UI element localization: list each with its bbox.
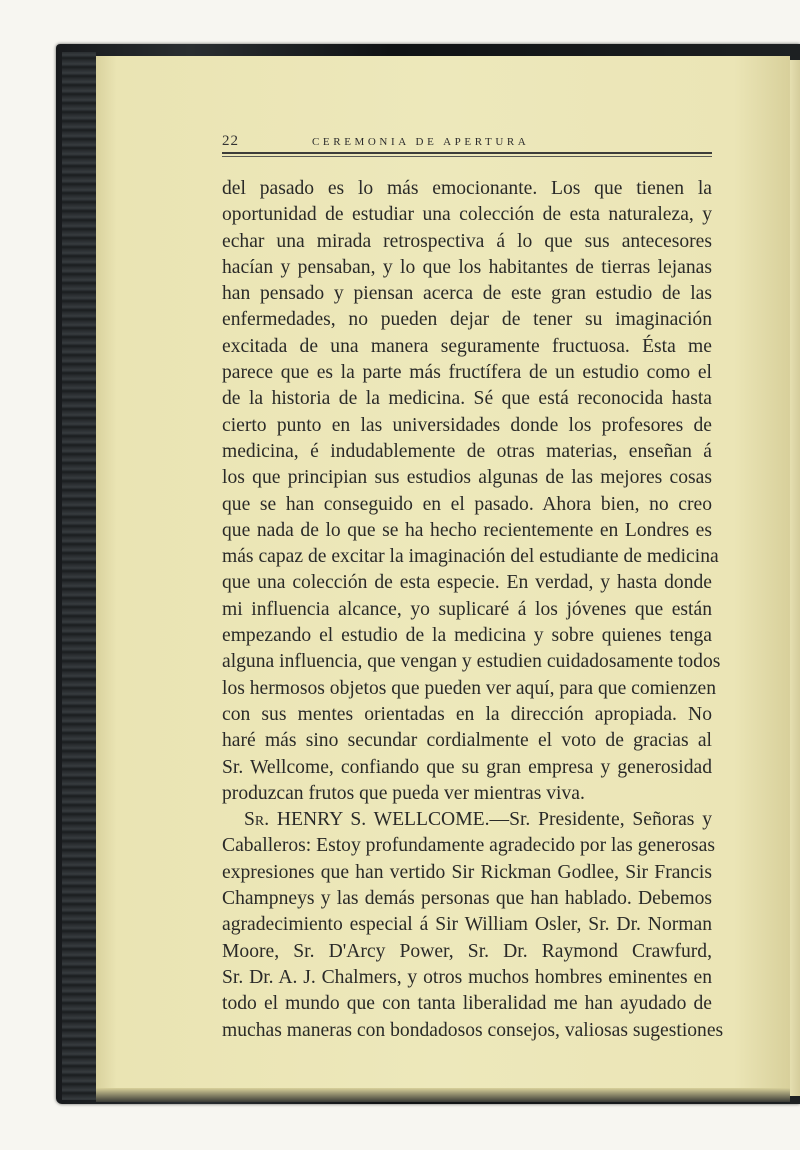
text-line: los hermosos objetos que pueden ver aquí, para que comienzen (222, 677, 717, 699)
text-line: medicina, é indudablemente de otras materias, enseñan á (222, 440, 712, 462)
text-line: agradecimiento especial á Sir William Osler, Sr. Dr. Norman (222, 914, 712, 936)
text-line: haré más sino secundar cordialmente el voto de gracias al (222, 730, 712, 752)
text-line: que se han conseguido en el pasado. Ahora bien, no creo (222, 493, 712, 515)
text-line: empezando el estudio de la medicina y sobre quienes tenga (222, 625, 712, 647)
text-line: todo el mundo que con tanta liberalidad me han ayudado de (222, 993, 712, 1015)
text-line: Champneys y las demás personas que han hablado. Debemos (222, 888, 712, 910)
text-line: alguna influencia, que vengan y estudien cuidadosamente todos (222, 651, 721, 673)
text-line: han pensado y piensan acerca de este gran estudio de las (222, 283, 712, 305)
header-rule (222, 152, 712, 154)
text-line: los que principian sus estudios algunas de las mejores cosas (222, 467, 712, 489)
text-line: que nada de lo que se ha hecho recientemente en Londres es (222, 519, 712, 541)
text-line: muchas maneras con bondadosos consejos, valiosas sugestiones (222, 1019, 724, 1041)
text-line: que una colección de esta especie. En verdad, y hasta donde (222, 572, 712, 594)
text-line: más capaz de excitar la imaginación del estudiante de medicina (222, 546, 719, 568)
binding-edge (62, 52, 96, 1100)
page-number: 22 (222, 133, 239, 149)
header-rule-thin (222, 156, 712, 157)
text-line: hacían y pensaban, y lo que los habitantes de tierras lejanas (222, 256, 712, 278)
speaker-line (222, 807, 712, 833)
text-line: parece que es la parte más fructífera de un estudio como el (222, 362, 712, 384)
text-line: produzcan frutos que pueda ver mientras viva. (222, 782, 585, 804)
text-line: Caballeros: Estoy profundamente agradecido por las generosas (222, 835, 715, 857)
text-line: oportunidad de estudiar una colección de esta naturaleza, y (222, 204, 712, 226)
running-head: CEREMONIA DE APERTURA (312, 136, 530, 148)
text-line: del pasado es lo más emocionante. Los que tienen la (222, 178, 712, 199)
text-line: con sus mentes orientadas en la dirección apropiada. No (222, 703, 712, 725)
text-line: mi influencia alcance, yo suplicaré á los jóvenes que están (222, 598, 712, 620)
speaker-name: Sr. HENRY S. WELLCOME. (244, 809, 490, 831)
text-line: enfermedades, no pueden dejar de tener su imaginación (222, 309, 712, 331)
text-line: Sr. Dr. A. J. Chalmers, y otros muchos hombres eminentes en (222, 966, 712, 988)
body-text (222, 176, 724, 1044)
text-line: Moore, Sr. D'Arcy Power, Sr. Dr. Raymond Crawfurd, (222, 940, 712, 962)
text-line: de la historia de la medicina. Sé que está reconocida hasta (222, 388, 712, 410)
text-line: —Sr. Presidente, Señoras y (489, 809, 712, 831)
text-line: excitada de una manera seguramente fructuosa. Ésta me (222, 335, 712, 357)
text-line: Sr. Wellcome, confiando que su gran empresa y generosidad (222, 756, 712, 778)
text-line: expresiones que han vertido Sir Rickman Godlee, Sir Francis (222, 861, 712, 883)
text-line: cierto punto en las universidades donde los profesores de (222, 414, 712, 436)
text-line: echar una mirada retrospectiva á lo que sus antecesores (222, 230, 712, 252)
page-bottom-edge (96, 1088, 790, 1102)
